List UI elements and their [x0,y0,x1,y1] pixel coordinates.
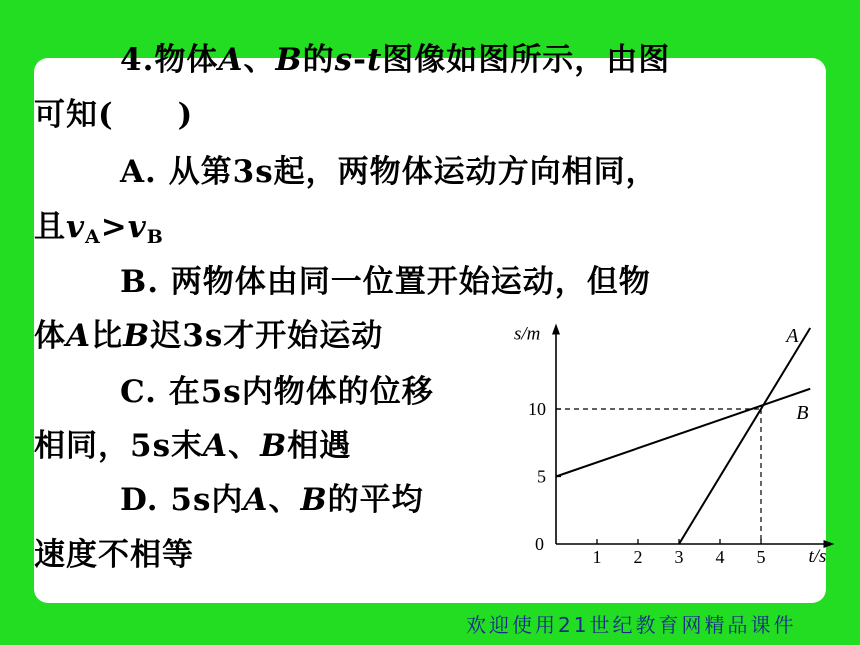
y-tick-label: 5 [537,466,546,487]
question-stem-line2: 可知( ) [34,97,194,133]
origin-label: 0 [535,534,544,554]
option-d-line2: 速度不相等 [34,537,194,573]
series-label-b: B [796,401,809,424]
x-tick-label: 5 [756,547,766,567]
y-tick-label: 10 [528,399,546,419]
x-tick-label: 1 [592,547,602,567]
option-a: A. 从第3s起，两物体运动方向相同， [120,154,658,190]
series-line-a [679,328,810,544]
x-tick-label: 2 [633,547,643,567]
option-a-line2: 且$v_A>v_B$ [34,209,164,248]
question-stem: 4.物体A、B的s-t图像如图所示，由图 [120,42,671,78]
y-axis-label: s/m [514,323,541,345]
question-number: 4. [120,42,155,78]
option-b: B. 两物体由同一位置开始运动，但物 [120,264,651,300]
option-d: D. 5s内A、B的平均 [120,482,424,518]
option-b-line2: 体A比B迟3s才开始运动 [34,318,384,354]
option-c: C. 在5s内物体的位移 [120,374,434,410]
footer-watermark: 欢迎使用21世纪教育网精品课件 [466,613,797,637]
st-graph [500,323,827,570]
x-tick-label: 3 [674,547,684,567]
series-label-a: A [786,325,799,347]
x-tick-label: 4 [715,547,725,567]
x-axis-label: t/s [808,546,827,567]
series-line-b [556,389,810,477]
option-c-line2: 相同，5s末A、B相遇 [34,428,352,464]
